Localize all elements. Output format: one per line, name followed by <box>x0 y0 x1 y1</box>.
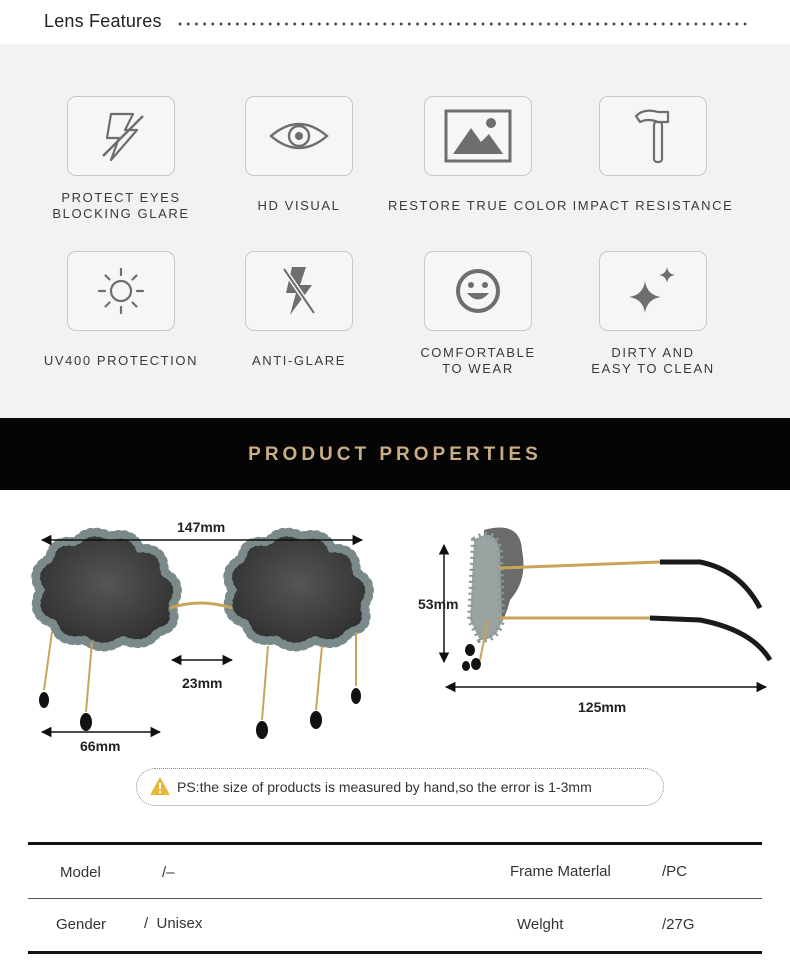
product-properties-banner <box>0 418 790 490</box>
feature-label: PROTECT EYES BLOCKING GLARE <box>52 190 190 221</box>
sun-icon <box>96 266 146 316</box>
spec-table <box>28 842 762 954</box>
temple-length-label: 125mm <box>578 699 627 715</box>
feature-icon-box <box>599 251 707 331</box>
feature-label: DIRTY AND EASY TO CLEAN <box>591 345 715 376</box>
feature-uv400 <box>31 251 211 369</box>
lightning-blocked-icon <box>274 261 324 321</box>
feature-icon-box <box>67 96 175 176</box>
hammer-icon <box>628 106 678 166</box>
side-view-glasses <box>462 528 770 672</box>
feature-icon-box <box>599 96 707 176</box>
spec-middle-rule <box>28 898 762 899</box>
feature-easy-clean <box>563 251 743 377</box>
feature-label: ANTI-GLARE <box>251 353 346 368</box>
feature-label: UV400 PROTECTION <box>43 353 199 368</box>
warning-icon <box>149 776 171 796</box>
measurement-note <box>136 768 664 806</box>
feature-anti-glare <box>209 251 389 369</box>
spec-weight-value: /27G <box>662 916 695 933</box>
feature-icon-box <box>424 251 532 331</box>
spec-frame-value: /PC <box>662 863 688 880</box>
spec-bottom-rule <box>28 951 762 954</box>
lens-height-label: 53mm <box>418 596 459 612</box>
feature-comfortable <box>388 251 568 377</box>
feature-label: COMFORTABLE TO WEAR <box>420 345 536 376</box>
feature-protect-eyes <box>31 96 211 222</box>
measurement-note-text: PS:the size of products is measured by hand,so the error is 1-3mm <box>177 779 592 795</box>
lens-width-label: 66mm <box>80 738 121 754</box>
features-panel <box>0 44 790 418</box>
lightning-slash-icon <box>91 106 151 166</box>
left-lens <box>36 532 178 647</box>
banner-title: PRODUCT PROPERTIES <box>248 444 542 465</box>
spec-model-value: /– <box>162 864 175 881</box>
bridge <box>170 603 232 608</box>
spec-gender-label: Gender <box>56 916 107 933</box>
total-width-label: 147mm <box>177 519 226 535</box>
feature-label: HD VISUAL <box>257 198 341 213</box>
spec-gender-value: / Unisex <box>144 915 203 932</box>
eye-icon <box>267 116 331 156</box>
dotted-divider <box>176 22 750 26</box>
feature-icon-box <box>67 251 175 331</box>
spec-top-rule <box>28 842 762 845</box>
lens-features-header <box>0 0 790 44</box>
feature-icon-box <box>245 96 353 176</box>
feature-impact-resistance <box>563 96 743 214</box>
spec-weight-label: Welght <box>517 916 564 933</box>
feature-label: RESTORE TRUE COLOR <box>388 198 569 213</box>
bridge-width-label: 23mm <box>182 675 223 691</box>
sparkle-stars-icon <box>623 261 683 321</box>
spec-frame-label: Frame Materlal <box>510 863 611 880</box>
spec-model-label: Model <box>60 864 101 881</box>
feature-icon-box <box>245 251 353 331</box>
smiley-face-icon <box>453 266 503 316</box>
feature-icon-box <box>424 96 532 176</box>
lens-features-title: Lens Features <box>44 11 162 31</box>
feature-hd-visual <box>209 96 389 214</box>
feature-restore-true-color <box>388 96 568 214</box>
right-lens <box>228 532 370 647</box>
feature-label: IMPACT RESISTANCE <box>572 198 734 213</box>
landscape-image-icon <box>443 108 513 164</box>
